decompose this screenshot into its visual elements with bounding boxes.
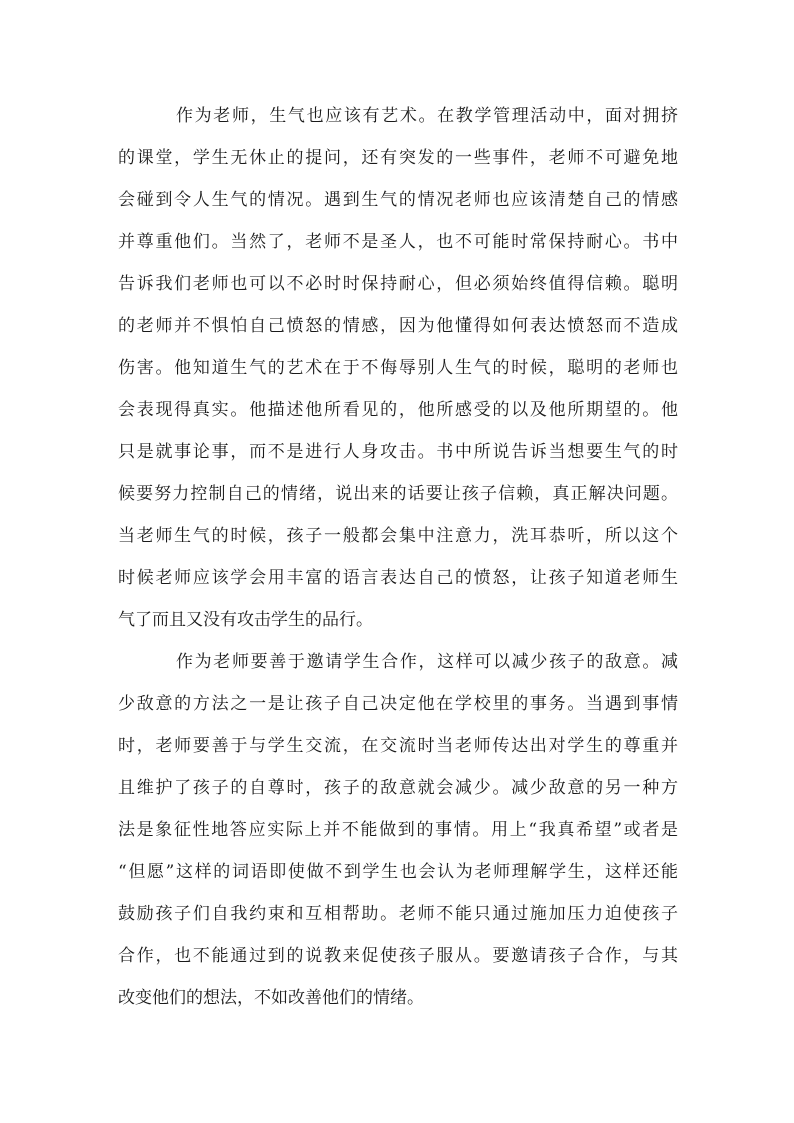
paragraph-line: 作为老师，生气也应该有艺术。在教学管理活动中，面对拥挤 — [176, 106, 678, 126]
paragraph-line: 作为老师要善于邀请学生合作，这样可以减少孩子的敌意。减 — [176, 652, 678, 672]
paragraph-line: 的课堂，学生无休止的提问，还有突发的一些事件，老师不可避免地 — [118, 148, 678, 168]
paragraph-line: 告诉我们老师也可以不必时时保持耐心，但必须始终值得信赖。聪明 — [118, 274, 678, 294]
paragraph-line: 少敌意的方法之一是让孩子自己决定他在学校里的事务。当遇到事情 — [118, 694, 678, 714]
paragraph-line: 且维护了孩子的自尊时，孩子的敌意就会减少。减少敌意的另一种方 — [118, 778, 678, 798]
paragraph-line: 会碰到令人生气的情况。遇到生气的情况老师也应该清楚自己的情感 — [118, 190, 678, 210]
paragraph-line: 并尊重他们。当然了，老师不是圣人，也不可能时常保持耐心。书中 — [118, 232, 678, 252]
document-page — [118, 0, 678, 1123]
paragraph-line: 时候老师应该学会用丰富的语言表达自己的愤怒，让孩子知道老师生 — [118, 568, 678, 588]
paragraph-line: “但愿”这样的词语即使做不到学生也会认为老师理解学生，这样还能 — [118, 862, 678, 882]
paragraph-line: 只是就事论事，而不是进行人身攻击。书中所说告诉当想要生气的时 — [118, 442, 678, 462]
paragraph-line: 合作，也不能通过到的说教来促使孩子服从。要邀请孩子合作，与其 — [118, 946, 678, 966]
paragraph-line: 候要努力控制自己的情绪，说出来的话要让孩子信赖，真正解决问题。 — [118, 484, 678, 504]
paragraph-line: 伤害。他知道生气的艺术在于不侮辱别人生气的时候，聪明的老师也 — [118, 358, 678, 378]
paragraph-line: 当老师生气的时候，孩子一般都会集中注意力，洗耳恭听，所以这个 — [118, 526, 678, 546]
paragraph-line: 的老师并不惧怕自己愤怒的情感，因为他懂得如何表达愤怒而不造成 — [118, 316, 678, 336]
paragraph-line: 会表现得真实。他描述他所看见的，他所感受的以及他所期望的。他 — [118, 400, 678, 420]
paragraph-line: 鼓励孩子们自我约束和互相帮助。老师不能只通过施加压力迫使孩子 — [118, 904, 678, 924]
paragraph-line: 改变他们的想法，不如改善他们的情绪。 — [118, 988, 424, 1008]
paragraph-line: 气了而且又没有攻击学生的品行。 — [118, 610, 373, 630]
paragraph-line: 法是象征性地答应实际上并不能做到的事情。用上“我真希望”或者是 — [118, 820, 678, 840]
paragraph-line: 时，老师要善于与学生交流，在交流时当老师传达出对学生的尊重并 — [118, 736, 678, 756]
